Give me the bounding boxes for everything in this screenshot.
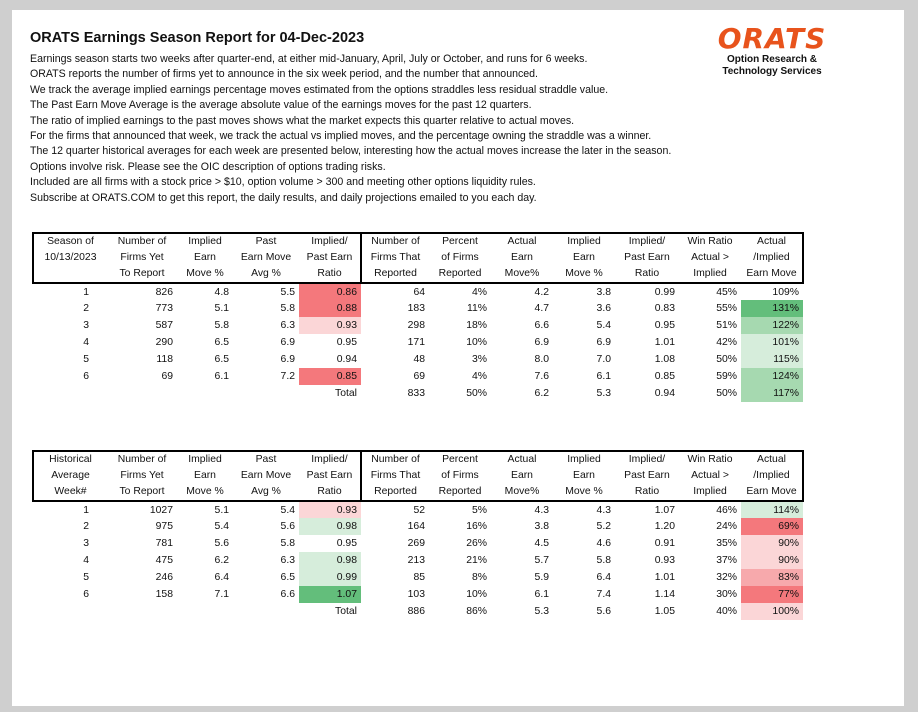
table-cell: 7.2 [280, 371, 295, 382]
column-header: 10/13/2023 [33, 250, 107, 266]
table-cell: 6.9 [280, 354, 295, 365]
table-cell: 4.5 [534, 538, 549, 549]
column-header: Move % [186, 268, 224, 279]
table-cell: 37% [716, 555, 737, 566]
column-header: Ratio [299, 484, 361, 501]
column-header: Number of [371, 236, 420, 247]
table-cell: 1.01 [654, 337, 675, 348]
column-header: Move% [504, 268, 540, 279]
table-cell: 7.6 [534, 371, 549, 382]
table-cell: 3.8 [596, 286, 611, 298]
intro-line: Included are all firms with a stock price > $10, option volume > 300 and meeting other options liquidity rules. [30, 176, 536, 189]
table-cell: 85 [413, 572, 425, 583]
table-cell: 1.20 [654, 521, 675, 532]
table-cell: 781 [155, 538, 173, 549]
table-cell: 5.4 [280, 504, 295, 516]
table-cell: 6.5 [214, 337, 229, 348]
column-header: Past Earn [299, 250, 361, 266]
total-cell: 5.6 [596, 606, 611, 617]
current-season-table [32, 232, 804, 402]
empty-cell [33, 385, 107, 402]
table-cell: 5.1 [214, 504, 229, 516]
total-cell: 40% [716, 606, 737, 617]
table-cell: 164 [407, 521, 425, 532]
table-row [33, 368, 803, 385]
table-cell: 55% [716, 303, 737, 314]
table-cell: 6.4 [596, 572, 611, 583]
column-header: Reported [438, 268, 482, 279]
table-cell: 0.95 [336, 538, 357, 549]
table-cell: 4.8 [214, 286, 229, 298]
intro-line: We track the average implied earnings percentage moves estimated from the options straddles less residual straddle value. [30, 83, 609, 96]
table-cell: 7.0 [596, 354, 611, 365]
column-header: Earn [194, 470, 216, 481]
report-page [12, 10, 904, 706]
table-cell: 50% [716, 354, 737, 365]
column-header: To Report [119, 268, 165, 279]
total-cell: 0.94 [654, 388, 675, 399]
table-cell: 5.8 [280, 538, 295, 549]
table-cell: 171 [407, 337, 425, 348]
table-cell: 4 [83, 337, 89, 348]
total-cell: 5.3 [596, 388, 611, 399]
table-cell: 83% [741, 569, 803, 586]
column-header: Ratio [634, 268, 660, 279]
empty-cell [107, 603, 177, 620]
column-header: Implied [188, 236, 222, 247]
table-cell: 0.85 [299, 368, 361, 385]
table-cell: 4.3 [596, 504, 611, 516]
total-cell: 86% [466, 606, 487, 617]
column-header: Implied/ [628, 454, 666, 465]
table-cell: 3.8 [534, 521, 549, 532]
table-cell: 4.7 [534, 303, 549, 314]
column-header: Past Earn [624, 470, 670, 481]
table-cell: 6.1 [534, 589, 549, 600]
column-header: Earn Move [741, 266, 803, 283]
table-cell: 3 [83, 538, 89, 549]
table-cell: 5 [83, 572, 89, 583]
table-cell: 0.93 [654, 555, 675, 566]
table-cell: 290 [155, 337, 173, 348]
table-cell: 5.8 [596, 555, 611, 566]
table-cell: 26% [466, 538, 487, 549]
table-cell: 0.98 [299, 552, 361, 569]
column-header: /Implied [741, 468, 803, 484]
column-header: Move % [565, 268, 603, 279]
column-header: Win Ratio [687, 236, 733, 247]
orats-logo [712, 24, 832, 78]
table-cell: 77% [741, 586, 803, 603]
table-cell: 101% [741, 334, 803, 351]
table-cell: 90% [741, 535, 803, 552]
table-cell: 158 [155, 589, 173, 600]
table-cell: 69% [741, 518, 803, 535]
intro-line: Options involve risk. Please see the OIC description of options trading risks. [30, 160, 386, 173]
intro-line: ORATS reports the number of firms yet to announce in the six week period, and the number that announced. [30, 68, 538, 81]
table-cell: 1.08 [654, 354, 675, 365]
header-row [33, 233, 803, 250]
empty-cell [107, 385, 177, 402]
report-title: ORATS Earnings Season Report for 04-Dec-2023 [30, 30, 365, 46]
column-header: Week# [33, 484, 107, 501]
intro-line: The 12 quarter historical averages for each week are presented below, interesting how the actual moves increase the later in the season. [30, 145, 672, 158]
table-cell: 30% [716, 589, 737, 600]
table-cell: 8% [471, 572, 487, 583]
table-cell: 5.7 [534, 555, 549, 566]
table-cell: 6.5 [280, 572, 295, 583]
table-row [33, 501, 803, 518]
logo-line-1: Option Research & [726, 54, 818, 65]
table-cell: 7.1 [214, 589, 229, 600]
table-cell: 4% [471, 286, 487, 298]
table-cell: 5.9 [534, 572, 549, 583]
column-header: Actual [507, 454, 537, 465]
table-cell: 46% [716, 504, 737, 516]
table-row [33, 518, 803, 535]
intro-line: Earnings season starts two weeks after quarter-end, at either mid-January, April, July or October, and runs for 6 weeks. [30, 53, 588, 65]
column-header: Season of [33, 233, 107, 250]
column-header: Firms That [370, 252, 421, 263]
column-header: Past [255, 236, 277, 247]
total-row [33, 385, 803, 402]
column-header: Earn [573, 470, 595, 481]
column-header: To Report [119, 486, 165, 497]
table-cell: 1.07 [654, 504, 675, 516]
column-header: Reported [438, 486, 482, 497]
table-cell: 64 [413, 286, 425, 298]
table-cell: 1.07 [299, 586, 361, 603]
column-header: Firms Yet [120, 470, 164, 481]
column-header: Reported [374, 486, 417, 497]
table-cell: 0.98 [299, 518, 361, 535]
column-header: Win Ratio [687, 454, 733, 465]
column-header: Actual > [691, 252, 729, 263]
table-cell: 18% [466, 320, 487, 331]
header-row [33, 250, 803, 266]
table-cell: 1.01 [654, 572, 675, 583]
table-cell: 11% [466, 303, 487, 314]
column-header: Earn [573, 252, 595, 263]
table-cell: 773 [155, 303, 173, 314]
table-cell: 2 [83, 521, 89, 532]
table-cell: 298 [407, 320, 425, 331]
empty-cell [177, 385, 233, 402]
column-header: Number of [117, 454, 167, 465]
table-cell: 4 [83, 555, 89, 566]
table-cell: 2 [83, 303, 89, 314]
column-header: Implied [567, 454, 601, 465]
column-header: Move % [565, 486, 603, 497]
column-header: of Firms [441, 470, 479, 481]
table-cell: 109% [772, 286, 799, 298]
table-cell: 5% [471, 504, 487, 516]
column-header [33, 266, 107, 283]
table-cell: 246 [155, 572, 173, 583]
table-row [33, 283, 803, 300]
table-cell: 48 [413, 354, 425, 365]
column-header: Past Earn [299, 468, 361, 484]
column-header: Implied/ [628, 236, 666, 247]
total-cell: 886 [407, 606, 425, 617]
table-cell: 124% [741, 368, 803, 385]
table-cell: 16% [466, 521, 487, 532]
table-cell: 8.0 [534, 354, 549, 365]
table-cell: 183 [407, 303, 425, 314]
table-cell: 6.9 [280, 337, 295, 348]
table-cell: 4.2 [534, 286, 549, 298]
table-cell: 51% [716, 320, 737, 331]
table-cell: 1 [83, 504, 89, 516]
table-header [33, 451, 803, 501]
total-cell: 50% [716, 388, 737, 399]
table-cell: 7.4 [596, 589, 611, 600]
table-cell: 0.88 [299, 300, 361, 317]
table-body [33, 283, 803, 402]
logo-mark: ORATS [717, 22, 827, 55]
column-header: Actual [507, 236, 537, 247]
column-header: Firms That [370, 470, 421, 481]
table-cell: 5.2 [596, 521, 611, 532]
table-cell: 6.5 [214, 354, 229, 365]
table-cell: 5.4 [596, 320, 611, 331]
historical-average-table [32, 450, 804, 620]
table-cell: 0.93 [299, 501, 361, 518]
column-header: Implied [693, 268, 727, 279]
table-cell: 3 [83, 320, 89, 331]
table-cell: 0.85 [654, 371, 675, 382]
header-row [33, 484, 803, 501]
table-cell: 42% [716, 337, 737, 348]
total-label: Total [335, 606, 357, 617]
table-cell: 0.95 [654, 320, 675, 331]
table-cell: 6.3 [280, 320, 295, 331]
column-header: Move % [186, 486, 224, 497]
table-cell: 0.95 [336, 337, 357, 348]
column-header: Number of [117, 236, 167, 247]
total-cell: 6.2 [534, 388, 549, 399]
table-cell: 6.2 [214, 555, 229, 566]
table-row [33, 334, 803, 351]
table-cell: 0.93 [299, 317, 361, 334]
table-cell: 587 [155, 320, 173, 331]
column-header: Earn Move [741, 484, 803, 501]
total-cell: 117% [741, 385, 803, 402]
table-cell: 32% [716, 572, 737, 583]
column-header: Earn [511, 252, 533, 263]
table-cell: 5.4 [214, 521, 229, 532]
total-cell: 5.3 [534, 606, 549, 617]
table-cell: 35% [716, 538, 737, 549]
column-header: Number of [371, 454, 420, 465]
header-row [33, 451, 803, 468]
table-cell: 1.14 [654, 589, 675, 600]
table-cell: 21% [466, 555, 487, 566]
column-header: Ratio [299, 266, 361, 283]
table-cell: 6.1 [214, 371, 229, 382]
column-header: Avg % [251, 486, 281, 497]
table-cell: 103 [407, 589, 425, 600]
column-header: Average [33, 468, 107, 484]
column-header: Implied [567, 236, 601, 247]
table-cell: 5.1 [214, 303, 229, 314]
table-cell: 122% [741, 317, 803, 334]
column-header: Ratio [634, 486, 660, 497]
table-cell: 0.99 [654, 286, 675, 298]
table-cell: 114% [741, 501, 803, 518]
column-header: Percent [442, 454, 478, 465]
column-header: Implied [693, 486, 727, 497]
table-cell: 5 [83, 354, 89, 365]
table-cell: 4% [471, 371, 487, 382]
empty-cell [177, 603, 233, 620]
intro-text [30, 52, 730, 206]
total-cell: 1.05 [654, 606, 675, 617]
table-cell: 0.94 [336, 354, 357, 365]
table-cell: 6.6 [534, 320, 549, 331]
table-row [33, 586, 803, 603]
table-row [33, 300, 803, 317]
table-cell: 269 [407, 538, 425, 549]
column-header: Implied [188, 454, 222, 465]
column-header: Actual [741, 451, 803, 468]
table-cell: 118 [156, 354, 173, 365]
table-cell: 0.91 [654, 538, 675, 549]
table-header [33, 233, 803, 283]
table-cell: 475 [155, 555, 173, 566]
table-cell: 1 [83, 286, 89, 298]
table-cell: 0.86 [299, 283, 361, 300]
intro-line: For the firms that announced that week, we track the actual vs implied moves, and the percentage owning the straddle was a winner. [30, 130, 652, 143]
column-header: Earn Move [240, 252, 292, 263]
column-header: Avg % [251, 268, 281, 279]
column-header: Implied/ [299, 233, 361, 250]
table-cell: 6 [83, 371, 89, 382]
table-cell: 6.3 [280, 555, 295, 566]
table-cell: 5.8 [280, 303, 295, 314]
column-header: Earn [194, 252, 216, 263]
table-cell: 6.4 [214, 572, 229, 583]
table-cell: 4.6 [596, 538, 611, 549]
table-body [33, 501, 803, 620]
empty-cell [33, 603, 107, 620]
table-cell: 5.6 [214, 538, 229, 549]
table-cell: 975 [155, 521, 173, 532]
table-cell: 5.8 [214, 320, 229, 331]
table-cell: 52 [413, 504, 425, 516]
column-header: Historical [33, 451, 107, 468]
total-cell: 833 [407, 388, 425, 399]
table-row [33, 569, 803, 586]
column-header: Percent [442, 236, 478, 247]
table-cell: 6 [83, 589, 89, 600]
table-cell: 826 [155, 286, 173, 298]
table-cell: 6.9 [534, 337, 549, 348]
table-cell: 69 [413, 371, 425, 382]
table-cell: 6.6 [280, 589, 295, 600]
total-cell: 100% [741, 603, 803, 620]
intro-line: The Past Earn Move Average is the average absolute value of the earnings moves for the past 12 quarters. [30, 99, 532, 112]
empty-cell [233, 603, 299, 620]
total-label: Total [335, 388, 357, 399]
table-cell: 6.1 [596, 371, 611, 382]
table-row [33, 535, 803, 552]
table-cell: 45% [716, 286, 737, 298]
table-cell: 0.83 [654, 303, 675, 314]
table-cell: 90% [741, 552, 803, 569]
column-header: Firms Yet [120, 252, 164, 263]
table-cell: 69 [161, 371, 173, 382]
total-row [33, 603, 803, 620]
column-header: Move% [504, 486, 540, 497]
table-cell: 24% [716, 521, 737, 532]
table-cell: 10% [466, 589, 487, 600]
column-header: Past Earn [624, 252, 670, 263]
table-cell: 0.99 [299, 569, 361, 586]
column-header: Actual [741, 233, 803, 250]
table-cell: 3.6 [596, 303, 611, 314]
header-row [33, 266, 803, 283]
table-cell: 213 [407, 555, 425, 566]
table-cell: 131% [741, 300, 803, 317]
column-header: Earn [511, 470, 533, 481]
column-header: /Implied [741, 250, 803, 266]
table-row [33, 552, 803, 569]
empty-cell [233, 385, 299, 402]
table-cell: 10% [466, 337, 487, 348]
column-header: Actual > [691, 470, 729, 481]
table-cell: 115% [741, 351, 803, 368]
total-cell: 50% [466, 388, 487, 399]
table-cell: 5.6 [280, 521, 295, 532]
column-header: Implied/ [299, 451, 361, 468]
table-cell: 3% [471, 354, 487, 365]
table-cell: 4.3 [534, 504, 549, 516]
intro-line: Subscribe at ORATS.COM to get this report, the daily results, and daily projections emailed to you each day. [30, 191, 537, 204]
table-row [33, 351, 803, 368]
table-row [33, 317, 803, 334]
column-header: of Firms [441, 252, 479, 263]
intro-line: The ratio of implied earnings to the past moves shows what the market expects this quarter relative to actual moves. [30, 114, 575, 127]
table-cell: 5.5 [280, 286, 295, 298]
table-cell: 1027 [149, 504, 173, 516]
header-row [33, 468, 803, 484]
column-header: Earn Move [240, 470, 292, 481]
column-header: Reported [374, 268, 417, 279]
column-header: Past [255, 454, 277, 465]
logo-line-2: Technology Services [722, 66, 822, 77]
table-cell: 6.9 [596, 337, 611, 348]
table-cell: 59% [716, 371, 737, 382]
